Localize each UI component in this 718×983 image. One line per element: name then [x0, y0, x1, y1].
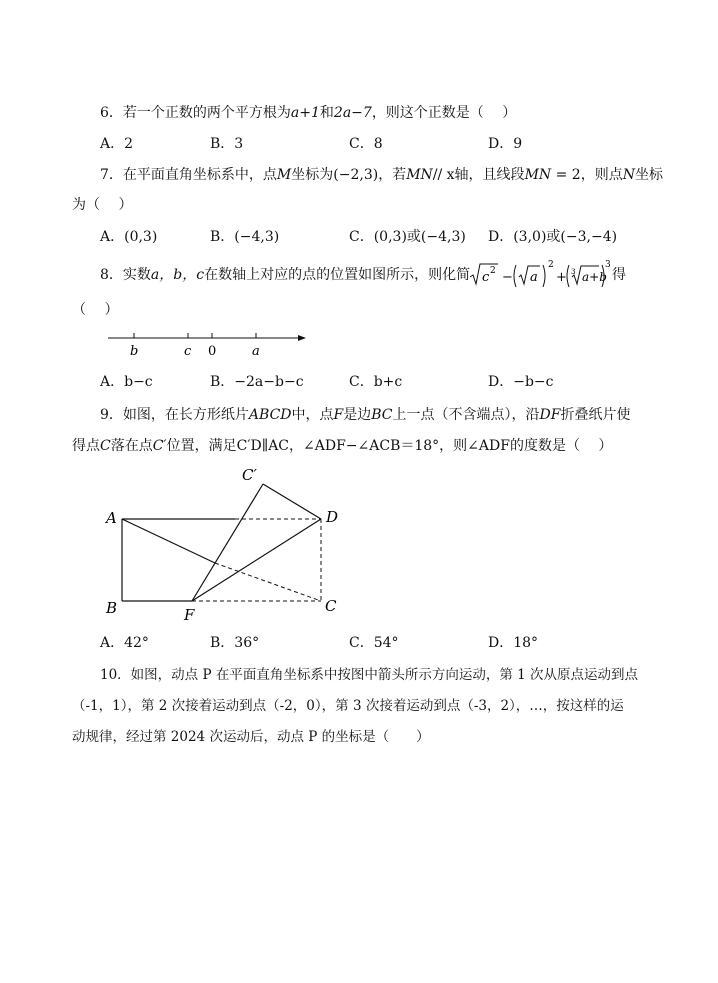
q9-c: C [100, 438, 111, 454]
q6-option-b: B．3 [210, 136, 244, 152]
q8-option-d: D．−b−c [488, 374, 554, 390]
svg-text:a: a [530, 270, 538, 285]
q6-end: ，则这个正数是（ ） [371, 105, 517, 121]
q9-abcd: ABCD [248, 407, 292, 423]
q8-vars: a，b，c [150, 267, 205, 283]
q8-formula [468, 257, 610, 291]
q6-option-c: C．8 [349, 136, 383, 152]
q8-option-b: B．−2a−b−c [210, 374, 304, 390]
q9-s2: 中，点 [291, 407, 334, 423]
figure-label-d: D [326, 508, 339, 526]
numberline-label-a: a [252, 344, 260, 359]
q6-stem: 6．若一个正数的两个平方根为 [100, 105, 291, 121]
svg-text:2: 2 [490, 266, 496, 276]
q9-s5: 折叠纸片使 [560, 407, 631, 423]
q8-line2: （ ） [72, 302, 119, 318]
q10-line3: 动规律，经过第 2024 次运动后，动点 P 的坐标是（ ） [72, 729, 430, 745]
figure-label-b: B [106, 599, 118, 617]
svg-text:−: − [502, 270, 513, 285]
figure-label-c-prime: C′ [242, 466, 257, 484]
q9-condition: C′D∥AC，∠ADF−∠ACB＝18°，则∠ADF的度数是（ ） [236, 438, 613, 454]
svg-text:a+b: a+b [582, 270, 607, 284]
q7-s2: 坐标为 [291, 167, 334, 183]
q8-s1: 8．实数 [100, 267, 151, 283]
q9-option-d: D．18° [488, 635, 539, 651]
figure-label-c: C [325, 597, 337, 615]
q7-option-c: C．(0,3)或(−4,3) [349, 229, 466, 245]
numberline-label-b: b [130, 344, 139, 359]
q7-mn-2: MN [524, 167, 552, 183]
rectangle-fold-figure [96, 460, 356, 626]
q9-l2a: 得点 [72, 438, 100, 454]
q7-mn: MN [406, 167, 433, 183]
q7-stem-line [100, 166, 663, 184]
svg-text:+: + [556, 270, 567, 285]
q9-cp: C′ [152, 438, 167, 454]
q7-point-n: N [622, 167, 635, 183]
q7-s5: = 2，则点 [551, 167, 623, 183]
svg-text:3: 3 [605, 260, 611, 270]
q6-expr-1: a+1 [290, 105, 320, 121]
q7-s3: ，若 [378, 167, 407, 183]
q8-stem-line [100, 266, 470, 284]
q9-s3: 是边 [343, 407, 372, 423]
numberline-label-c: c [184, 344, 192, 359]
q9-l2c: 位置，满足 [166, 438, 237, 454]
q6-and: 和 [319, 105, 334, 121]
q6-option-a: A．2 [100, 136, 134, 152]
q7-point-m: M [276, 167, 292, 183]
q7-option-a: A．(0,3) [100, 229, 158, 245]
q6-expr-2: 2a−7 [333, 105, 372, 121]
q9-option-b: B．36° [210, 635, 260, 651]
q8-s2: 在数轴上对应的点的位置如图所示，则化简 [204, 267, 471, 283]
q9-stem-line [100, 406, 630, 424]
number-line [100, 326, 316, 362]
q7-coord: (−2,3) [333, 167, 379, 183]
q6-stem-line [100, 104, 516, 122]
svg-text:c: c [482, 270, 490, 285]
q9-s4: 上一点（不含端点），沿 [392, 407, 540, 423]
q9-s1: 9．如图，在长方形纸片 [100, 407, 249, 423]
q9-df: DF [539, 407, 561, 423]
figure-label-a: A [106, 509, 117, 527]
q9-line2 [72, 437, 612, 455]
q10-line2: （-1，1），第 2 次接着运动到点（-2，0），第 3 次接着运动到点（-3，2），…，按这样的运 [72, 698, 624, 714]
q7-s6: 坐标 [634, 167, 663, 183]
svg-text:2: 2 [548, 260, 554, 270]
q6-option-d: D．9 [488, 136, 523, 152]
q9-f: F [333, 407, 344, 423]
q7-option-d: D．(3,0)或(−3,−4) [488, 229, 618, 245]
q7-option-b: B．(−4,3) [210, 229, 280, 245]
numberline-label-zero: 0 [208, 344, 217, 359]
q7-s4: // x轴，且线段 [432, 167, 525, 183]
q7-line2: 为（ ） [72, 197, 133, 213]
q7-s1: 7．在平面直角坐标系中，点 [100, 167, 277, 183]
q9-option-c: C．54° [349, 635, 399, 651]
q8-s3: 得 [612, 267, 626, 283]
q10-line1: 10．如图，动点 P 在平面直角坐标系中按图中箭头所示方向运动，第 1 次从原点运动到点 [100, 667, 639, 683]
q9-bc: BC [371, 407, 393, 423]
q8-option-a: A．b−c [100, 374, 153, 390]
q9-option-a: A．42° [100, 635, 149, 651]
q9-l2b: 落在点 [110, 438, 153, 454]
svg-text:3: 3 [571, 268, 576, 276]
figure-label-f: F [184, 606, 195, 624]
q8-option-c: C．b+c [349, 374, 403, 390]
